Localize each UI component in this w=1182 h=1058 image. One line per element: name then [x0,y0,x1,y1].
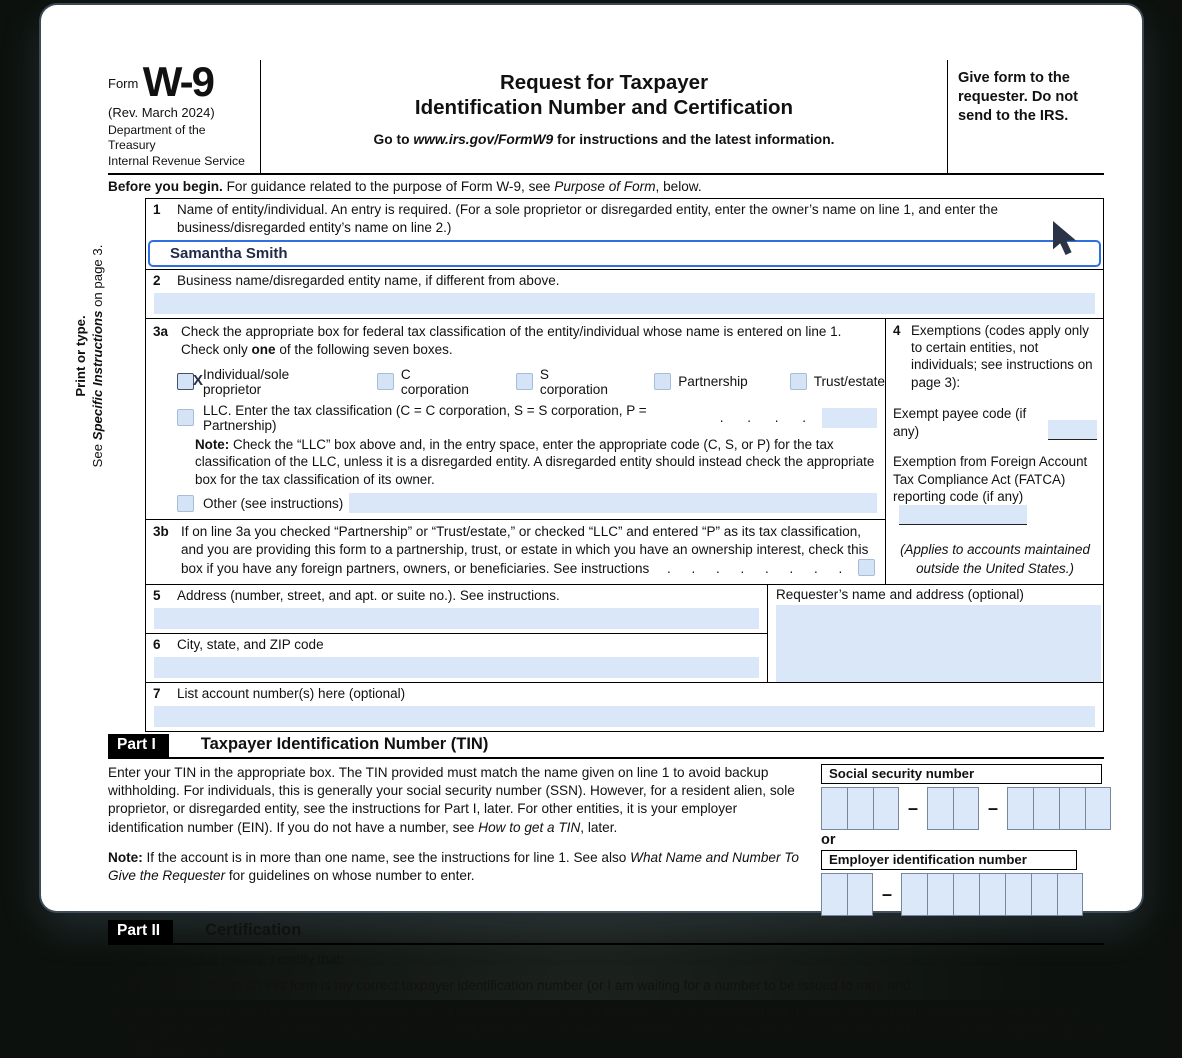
certification-item-2: 2. I am not subject to backup withholding because (a) I am exempt from backup withholding, or (b) I have not been notified by the Internal Revenue Service (IRS) that I am subject to backup withholding as a result of a failure to report all interest or dividends, or (c) the IRS has notified me that I am no longer subject to backup withholding; and [108,1004,1103,1056]
ssn-dash: – [908,797,919,818]
ein-digit-box[interactable] [1005,873,1031,916]
line1-number: 1 [153,201,161,217]
label-individual: Individual/sole proprietor [203,366,290,397]
checkbox-other[interactable] [177,495,194,512]
line3a-label: Check the appropriate box for federal tax classification of the entity/individual whose name is entered on line 1. Check only one of the following seven boxes. [181,323,842,357]
ein-dash: – [882,883,893,904]
ein-digit-box[interactable] [979,873,1005,916]
fatca-code-input[interactable] [899,505,1027,525]
ssn-dash: – [988,797,999,818]
label-c-corporation: C corporation [400,366,469,397]
form-title-block [261,60,947,173]
name-value: Samantha Smith [170,244,288,262]
checkbox-x-mark: X [192,372,203,390]
checkbox-llc[interactable] [177,409,194,426]
line2-label: Business name/disregarded entity name, if different from above. [177,272,560,288]
llc-classification-input[interactable] [822,408,877,428]
part2-title: Certification [205,920,302,939]
label-other: Other (see instructions) [203,495,344,511]
fatca-applies-note: (Applies to accounts maintained outside the United States.) [900,542,1090,576]
business-name-input[interactable] [154,293,1095,314]
account-numbers-input[interactable] [154,706,1095,727]
w9-form-page [41,5,1142,1056]
ssn-digit-box[interactable] [1085,787,1111,830]
form-id-block [108,60,261,173]
line6-row [146,634,767,678]
checkbox-s-corporation[interactable] [516,373,533,390]
goto-instructions: Go to www.irs.gov/FormW9 for instructions and the latest information. [373,132,835,147]
checkbox-individual[interactable] [177,372,203,390]
dept-treasury: Department of the Treasury [108,123,206,153]
line7-number: 7 [153,685,161,701]
or-label: or [821,831,836,848]
line3b-number: 3b [153,524,169,539]
ssn-digit-box[interactable] [873,787,899,830]
form-header [108,60,1104,175]
line1-row [146,199,1103,270]
exemptions-column [885,319,1103,584]
form-title-line1: Request for Taxpayer [499,71,709,94]
ein-digit-box[interactable] [1031,873,1057,916]
ssn-digit-box[interactable] [953,787,979,830]
ssn-digit-box[interactable] [1007,787,1033,830]
certification-item-1: 1. The number shown on this form is my correct taxpayer identification number (or I am waiting for a number to be issued to me); and [108,977,911,993]
part2-header [108,920,1104,945]
line2-number: 2 [153,272,161,288]
line5-label: Address (number, street, and apt. or suite no.). See instructions. [177,587,560,603]
part1-badge: Part I [108,734,169,757]
ein-digit-box[interactable] [847,873,873,916]
llc-note: Note: Check the “LLC” box above and, in the entry space, enter the appropriate code (C, S, or P) for the tax classification of the LLC, unless it is a disregarded entity. A disregarded entity should instead check the appropriate box for the tax classification of its owner. [195,436,875,488]
certification-intro: Under penalties of perjury, I certify that: [108,951,345,967]
llc-dot-leaders: . . . . [719,410,808,426]
ssn-digit-box[interactable] [1033,787,1059,830]
checkbox-foreign-partners[interactable] [858,559,875,576]
ein-digit-box[interactable] [821,873,847,916]
city-state-zip-input[interactable] [154,657,759,678]
ein-digit-box[interactable] [927,873,953,916]
line7-row [146,683,1103,727]
line4-number: 4 [893,322,901,338]
label-partnership: Partnership [678,374,748,390]
address-input[interactable] [154,608,759,629]
address-row [146,585,1103,683]
ssn-digit-box[interactable] [1059,787,1085,830]
line1-label: Name of entity/individual. An entry is required. (For a sole proprietor or disregarded entity, enter the owner’s name on line 1, and enter the business/disregarded entity’s name on line 2.) [177,201,998,235]
fatca-label: Exemption from Foreign Account Tax Compliance Act (FATCA) reporting code (if any) [893,453,1097,525]
form-revision: (Rev. March 2024) [108,105,215,120]
ein-boxes [821,873,1104,916]
exempt-payee-code-input[interactable] [1048,420,1097,440]
line5-row [146,585,767,634]
other-input[interactable] [349,493,877,513]
ein-digit-box[interactable] [1057,873,1083,916]
part1-note: Note: If the account is in more than one name, see the instructions for line 1. See also What Name and Number To Give the Requester for guidelines on whose number to enter. [108,849,799,884]
checkbox-c-corporation[interactable] [377,373,394,390]
part1-instructions: Enter your TIN in the appropriate box. The TIN provided must match the name given on line 1 to avoid backup withholding. For individuals, this is generally your social security number (SSN). However, for a resident alien, sole proprietor, or disregarded entity, see the instructions for Part I, later. For other entities, it is your employer identification number (EIN). If you do not have a number, see How to get a TIN, later. Note: If the account is in more than one name, see the instructions for line 1. See also What Name and Number To Give the Requester for guidelines on whose number to enter. [108,764,821,916]
requester-label: Requester’s name and address (optional) [776,586,1024,602]
form-word: Form [108,76,139,91]
line5-number: 5 [153,587,161,603]
label-llc: LLC. Enter the tax classification (C = C corporation, S = S corporation, P = Partnership) [203,402,647,433]
exempt-payee-label: Exempt payee code (if any) [893,406,1027,439]
ssn-digit-box[interactable] [821,787,847,830]
line7-label: List account number(s) here (optional) [177,685,406,701]
ein-digit-box[interactable] [901,873,927,916]
mouse-cursor-icon [1051,221,1085,257]
irs-url: www.irs.gov/FormW9 [413,132,554,147]
before-you-begin: Before you begin. For guidance related to the purpose of Form W-9, see Purpose of Form, below. [108,178,702,194]
ein-label: Employer identification number [821,850,1077,870]
ein-digit-box[interactable] [953,873,979,916]
ssn-digit-box[interactable] [927,787,953,830]
label-trust-estate: Trust/estate [813,374,885,390]
part1-title: Taxpayer Identification Number (TIN) [200,734,489,753]
line6-number: 6 [153,636,161,652]
checkbox-partnership[interactable] [654,373,671,390]
line4-label: Exemptions (codes apply only to certain entities, not individuals; see instructions on page 3): [911,322,1093,390]
part1-header [108,734,1104,759]
checkbox-trust-estate[interactable] [790,373,807,390]
form-number: W-9 [142,58,213,105]
ssn-boxes [821,787,1104,830]
give-form-note: Give form to the requester. Do not send to the IRS. [947,60,1104,173]
line3b-dot-leaders: . . . . . . . . [667,561,845,577]
line3a-number: 3a [153,323,169,339]
requester-input[interactable] [776,605,1101,682]
ssn-label: Social security number [821,764,1102,784]
sidebar-see-instructions: See Specific Instructions on page 3. [90,244,106,468]
part2-badge: Part II [108,920,173,943]
form-title-line2: Identification Number and Certification [414,96,794,119]
sidebar-print-or-type: Print or type. [73,315,88,397]
ssn-digit-box[interactable] [847,787,873,830]
line6-label: City, state, and ZIP code [177,636,324,652]
tax-classification-options [177,367,885,397]
classification-row [146,319,1103,585]
dept-irs: Internal Revenue Service [108,153,245,168]
requester-column [767,585,1103,682]
tin-entry-area [821,764,1104,916]
line3b-label: If on line 3a you checked “Partnership” or “Trust/estate,” or checked “LLC” and entered “P” as its tax classification, and you are providing this form to a partnership, trust, or estate in which you have an ownership interest, check this box if you have any foreign partners, owners, or beneficiaries. See instructions . . . . . . . . [181,523,877,579]
line3b-row [146,519,885,584]
name-input[interactable] [148,240,1101,267]
label-s-corporation: S corporation [539,366,608,397]
line2-row [146,270,1103,319]
